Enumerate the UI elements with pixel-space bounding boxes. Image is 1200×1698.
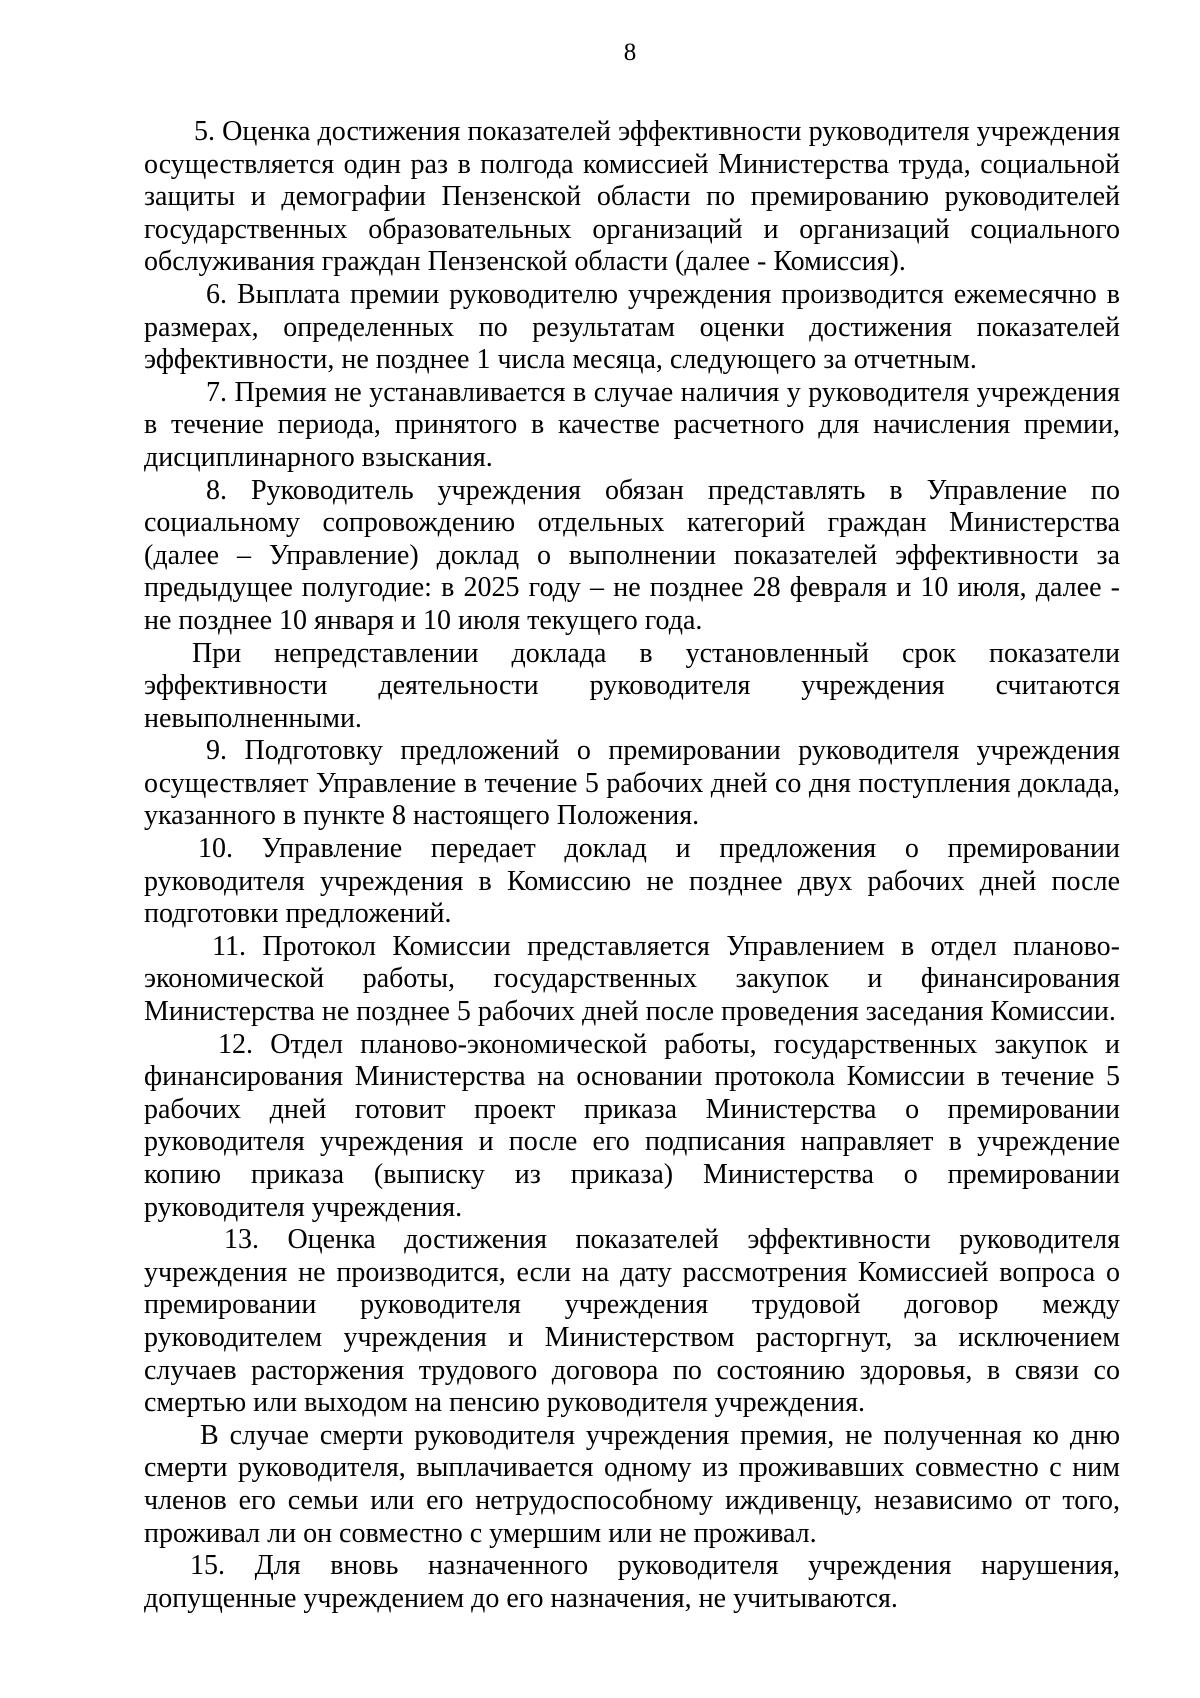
paragraph-item-8: 8. Руководитель учреждения обязан представлять в Управление по социальному сопровождению отдельных категорий граждан Министерства (далее – Управление) доклад о выполнении показателей эффективности за предыдущее полугодие: в 2025 году – не позднее 28 февраля и 10 июля, далее - не позднее 10 января и 10 июля текущего года. xyxy=(144,474,1120,636)
document-body xyxy=(144,116,1120,1615)
paragraph-item-9: 9. Подготовку предложений о премировании руководителя учреждения осуществляет Управление в течение 5 рабочих дней со дня поступления доклада, указанного в пункте 8 настоящего Положения. xyxy=(144,735,1120,832)
paragraph-item-8-note: При непредставлении доклада в установленный срок показатели эффективности деятельности руководителя учреждения считаются невыполненными. xyxy=(144,637,1120,734)
page-number: 8 xyxy=(623,39,637,66)
paragraph-item-15: 15. Для вновь назначенного руководителя учреждения нарушения, допущенные учреждением до его назначения, не учитываются. xyxy=(144,1550,1120,1614)
paragraph-item-13-note: В случае смерти руководителя учреждения премия, не полученная ко дню смерти руководителя, выплачивается одному из проживавших совместно с ним членов его семьи или его нетрудоспособному иждивенцу, независимо от того, проживал ли он совместно с умершим или не проживал. xyxy=(144,1419,1120,1549)
paragraph-item-10: 10. Управление передает доклад и предложения о премировании руководителя учреждения в Комиссию не позднее двух рабочих дней после подготовки предложений. xyxy=(144,833,1120,930)
paragraph-item-5: 5. Оценка достижения показателей эффективности руководителя учреждения осуществляется один раз в полгода комиссией Министерства труда, социальной защиты и демографии Пензенской области по премированию руководителей государственных образовательных организаций и организаций социального обслуживания граждан Пензенской области (далее - Комиссия). xyxy=(144,116,1120,278)
paragraph-item-12: 12. Отдел планово-экономической работы, государственных закупок и финансирования Министерства на основании протокола Комиссии в течение 5 рабочих дней готовит проект приказа Министерства о премировании руководителя учреждения и после его подписания направляет в учреждение копию приказа (выписку из приказа) Министерства о премировании руководителя учреждения. xyxy=(144,1028,1120,1223)
paragraph-item-13: 13. Оценка достижения показателей эффективности руководителя учреждения не производится, если на дату рассмотрения Комиссией вопроса о премировании руководителя учреждения трудовой договор между руководителем учреждения и Министерством расторгнут, за исключением случаев расторжения трудового договора по состоянию здоровья, в связи со смертью или выходом на пенсию руководителя учреждения. xyxy=(144,1224,1120,1419)
paragraph-item-11: 11. Протокол Комиссии представляется Управлением в отдел планово-экономической работы, государственных закупок и финансирования Министерства не позднее 5 рабочих дней после проведения заседания Комиссии. xyxy=(144,930,1120,1028)
paragraph-item-6: 6. Выплата премии руководителю учреждения производится ежемесячно в размерах, определенных по результатам оценки достижения показателей эффективности, не позднее 1 числа месяца, следующего за отчетным. xyxy=(144,278,1120,376)
paragraph-item-7: 7. Премия не устанавливается в случае наличия у руководителя учреждения в течение периода, принятого в качестве расчетного для начисления премии, дисциплинарного взыскания. xyxy=(144,376,1120,473)
